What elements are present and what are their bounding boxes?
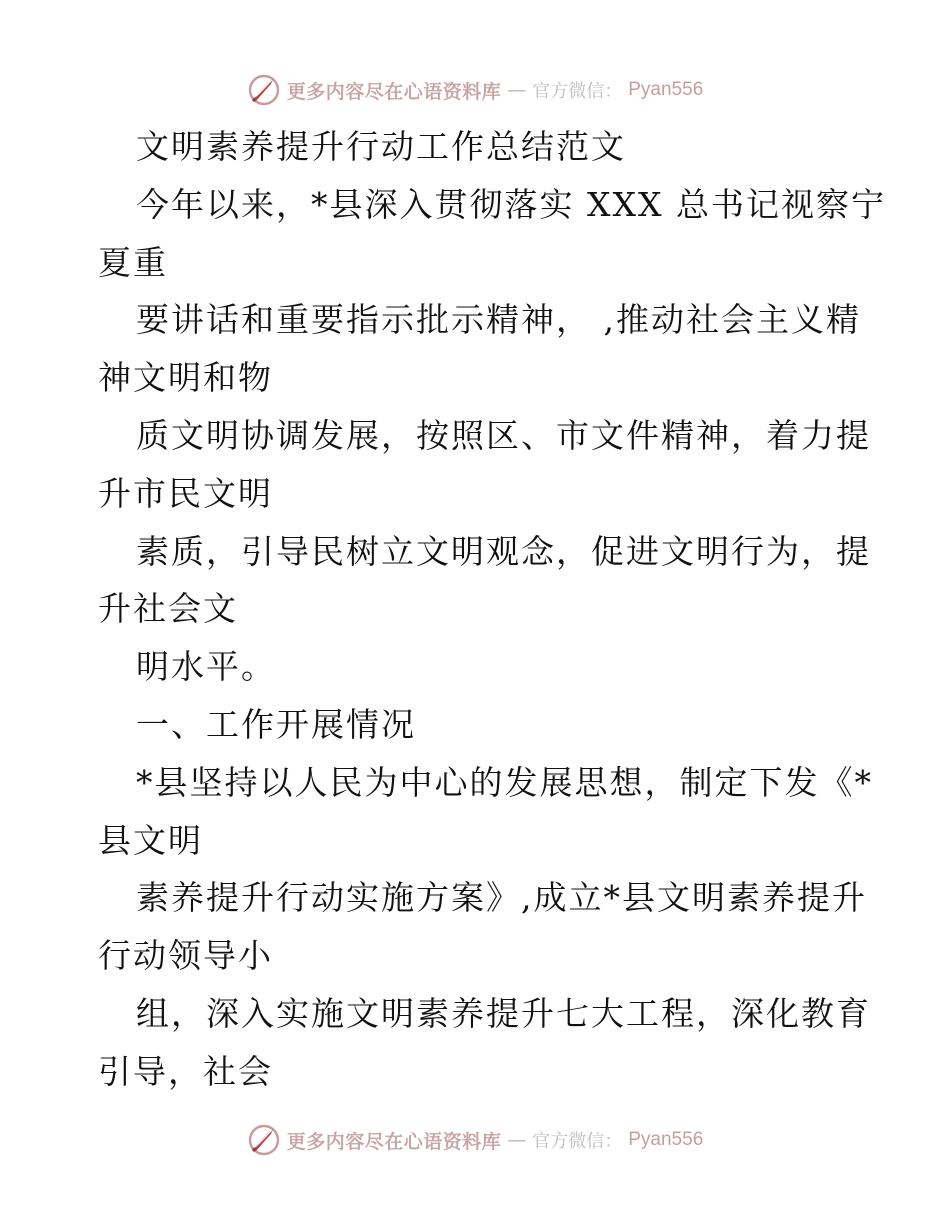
footer-watermark-banner xyxy=(0,1120,950,1160)
text-line: *县坚持以人民为中心的发展思想，制定下发《* xyxy=(136,762,873,802)
banner-wechat-label: 官方微信： xyxy=(532,81,623,102)
text-line: 文明素养提升行动工作总结范文 xyxy=(136,127,626,166)
banner-main-text: 更多内容尽在心语资料库 xyxy=(286,80,502,103)
banner-dash: — xyxy=(507,1129,527,1151)
banner-wechat-label: 官方微信： xyxy=(532,1131,623,1152)
quill-logo-icon xyxy=(247,73,281,107)
text-line: 升市民文明 xyxy=(98,473,273,513)
text-line: 县文明 xyxy=(98,820,203,860)
text-line: 素质，引导民树立文明观念，促进文明行为，提 xyxy=(136,531,871,571)
document-body xyxy=(98,118,886,1101)
text-line: 神文明和物 xyxy=(98,358,273,398)
text-line: 素养提升行动实施方案》,成立*县文明素养提升 xyxy=(136,878,867,918)
banner-main-text: 更多内容尽在心语资料库 xyxy=(286,1130,502,1153)
text-line: 明水平。 xyxy=(136,647,276,687)
text-line: 升社会文 xyxy=(98,589,238,629)
text-line: 行动领导小 xyxy=(98,936,273,976)
header-watermark-banner xyxy=(0,70,950,110)
text-line: 夏重 xyxy=(98,242,168,282)
text-line: 要讲话和重要指示批示精神， ,推动社会主义精 xyxy=(136,300,861,340)
text-line: 今年以来，*县深入贯彻落实 XXX 总书记视察宁 xyxy=(136,184,886,224)
text-line: 质文明协调发展，按照区、市文件精神，着力提 xyxy=(136,415,871,455)
banner-wechat-id: Pyan556 xyxy=(628,79,704,100)
text-line: 引导，社会 xyxy=(98,1051,273,1091)
banner-wechat-id: Pyan556 xyxy=(628,1129,704,1150)
quill-logo-icon xyxy=(247,1123,281,1157)
text-line: 一、工作开展情况 xyxy=(136,704,416,744)
banner-dash: — xyxy=(507,79,527,101)
text-line: 组，深入实施文明素养提升七大工程，深化教育 xyxy=(136,993,871,1033)
